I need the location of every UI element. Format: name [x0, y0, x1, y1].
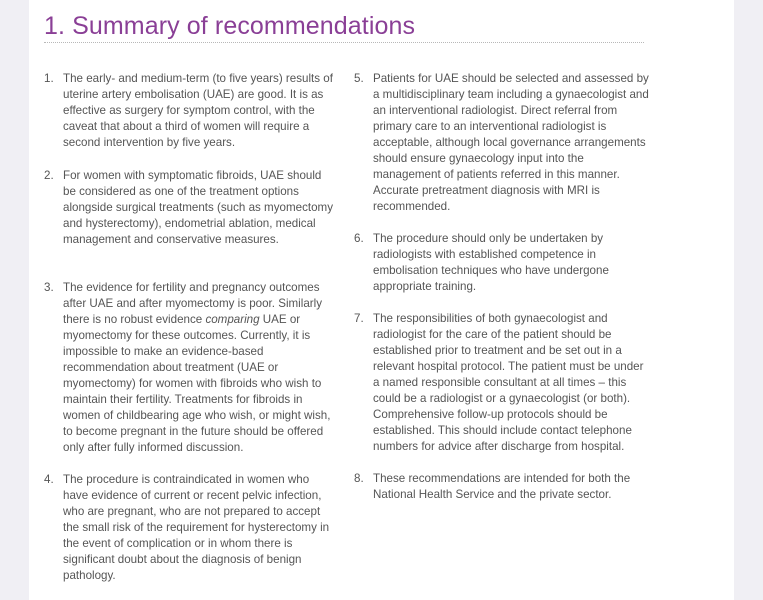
recommendation-7: [354, 311, 649, 455]
recommendation-number: 7.: [354, 312, 364, 325]
recommendation-text: The responsibilities of both gynaecologist and radiologist for the care of the patient should be established prior to treatment and be set out in a relevant hospital protocol. The patient must be under a named responsible consultant at all times – this could be a radiologist or a gynaecologist (or both). Comprehensive follow-up protocols should be established. This should include contact telephone numbers for advice after discharge from hospital.: [373, 312, 644, 453]
recommendation-number: 6.: [354, 232, 364, 245]
recommendation-5: [354, 71, 649, 215]
recommendation-text-part: The evidence for fertility and pregnancy outcomes after UAE and after myomectomy is poor. Similarly there is no robust evidence: [63, 281, 323, 326]
recommendation-number: 8.: [354, 472, 364, 485]
recommendation-text: The early- and medium-term (to five years) results of uterine artery embolisation (UAE) are good. It is as effective as surgery for symptom control, with the caveat that about a third of women will require a second intervention by five years.: [63, 72, 333, 149]
recommendation-number: 2.: [44, 169, 54, 182]
recommendations-right-column: [354, 71, 649, 503]
recommendation-text: For women with symptomatic fibroids, UAE should be considered as one of the treatment options alongside surgical treatments (such as myomectomy and hysterectomy), endometrial ablation, medical management and conservative measures.: [63, 169, 333, 246]
document-page: [29, 0, 734, 600]
page-title: 1. Summary of recommendations: [44, 12, 416, 40]
title-divider: [44, 42, 644, 43]
recommendations-left-column: [44, 71, 337, 584]
recommendation-text: The procedure should only be undertaken by radiologists with established competence in embolisation techniques who have undergone appropriate training.: [373, 232, 609, 293]
recommendation-text: The procedure is contraindicated in women who have evidence of current or recent pelvic infection, who are pregnant, who are not prepared to accept the small risk of the requirement for hysterectomy in the event of complication or in whom there is significant doubt about the diagnosis of benign pathology.: [63, 473, 330, 582]
recommendation-text-part: UAE or myomectomy for these outcomes. Currently, it is impossible to make an evidence-based recommendation about treatment (UAE or myomectomy) for women with fibroids who wish to maintain their fertility. Treatments for fibroids in women of childbearing age who wish, or might wish, to become pregnant in the future should be offered only after fully informed discussion.: [63, 313, 331, 454]
recommendation-text: [63, 281, 330, 454]
recommendation-number: 3.: [44, 281, 54, 294]
recommendation-number: 1.: [44, 72, 54, 85]
recommendation-2: [44, 168, 337, 263]
recommendation-number: 4.: [44, 473, 54, 486]
recommendation-text: Patients for UAE should be selected and assessed by a multidisciplinary team including a gynaecologist and an interventional radiologist. Direct referral from primary care to an interventional radiologist is acceptable, although local governance arrangements should ensure gynaecology input into the management of patients referred in this manner. Accurate pretreatment diagnosis with MRI is recommended.: [373, 72, 649, 213]
emphasized-word: comparing: [205, 313, 260, 326]
recommendation-6: [354, 231, 649, 295]
recommendation-8: [354, 471, 649, 503]
recommendation-4: [44, 472, 337, 584]
recommendation-3: [44, 280, 337, 455]
recommendation-1: [44, 71, 337, 151]
recommendation-text: These recommendations are intended for both the National Health Service and the private sector.: [373, 472, 631, 501]
recommendation-number: 5.: [354, 72, 364, 85]
